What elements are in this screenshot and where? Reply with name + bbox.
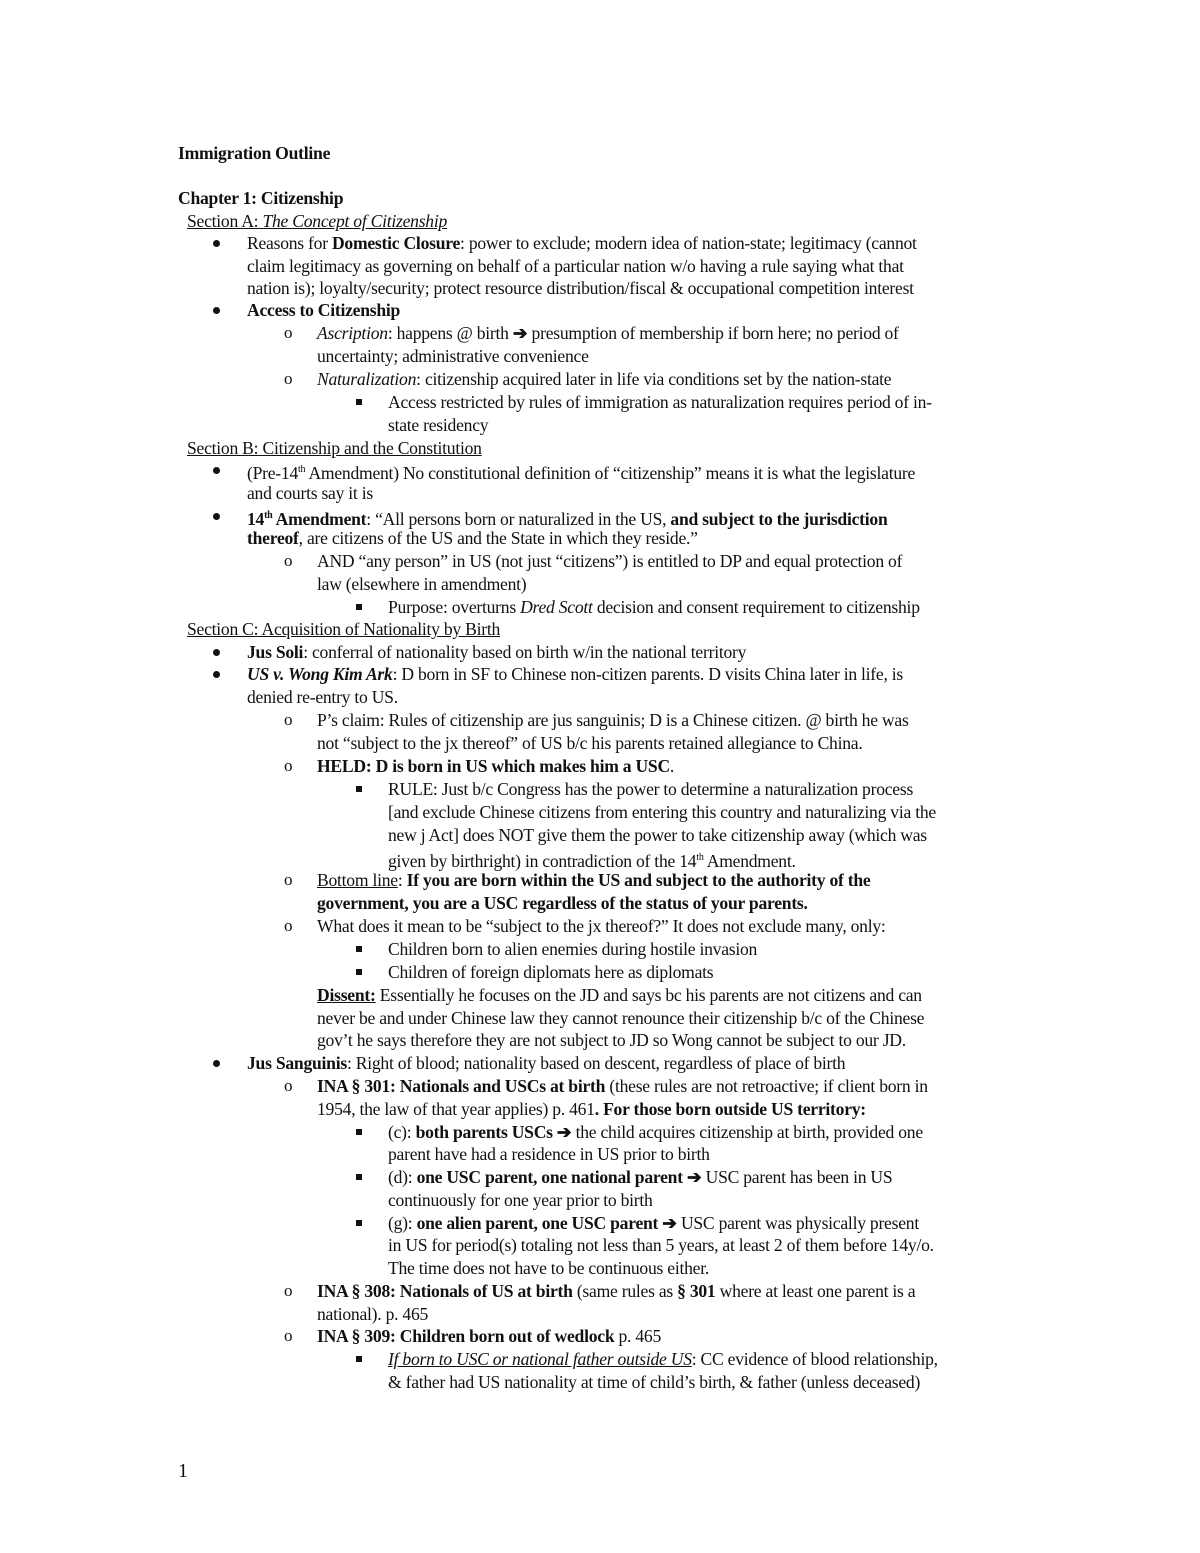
circle-bullet-icon: o <box>284 1076 293 1095</box>
sub-c-line-2: parent have had a residence in US prior to birth <box>388 1144 710 1164</box>
sub-d-line-2: continuously for one year prior to birth <box>388 1190 653 1210</box>
circle-bullet-icon: o <box>284 369 293 388</box>
pre-14th-line-1: (Pre-14th Amendment) No constitutional definition of “citizenship” means it is what the legislature <box>247 462 916 483</box>
purpose-line: Purpose: overturns Dred Scott decision and consent requirement to citizenship <box>388 597 920 617</box>
circle-bullet-icon: o <box>284 551 293 570</box>
dissent-line-1: Dissent: Essentially he focuses on the JD and says bc his parents are not citizens and can <box>317 985 922 1005</box>
circle-bullet-icon: o <box>284 323 293 342</box>
rule-line-3: new j Act] does NOT give them the power to take citizenship away (which was <box>388 825 927 845</box>
circle-bullet-icon: o <box>284 916 293 935</box>
sub-g-line-3: The time does not have to be continuous either. <box>388 1258 709 1278</box>
circle-bullet-icon: o <box>284 756 293 775</box>
bottom-line-1: Bottom line: If you are born within the US and subject to the authority of the <box>317 870 871 890</box>
born-to-usc-father-line-2: & father had US nationality at time of child’s birth, & father (unless deceased) <box>388 1372 921 1392</box>
circle-bullet-icon: o <box>284 1326 293 1345</box>
square-bullet-icon <box>356 1356 362 1362</box>
any-person-line-2: law (elsewhere in amendment) <box>317 574 527 594</box>
section-b-heading: Section B: Citizenship and the Constitution <box>187 438 482 458</box>
rule-line-1: RULE: Just b/c Congress has the power to determine a naturalization process <box>388 779 914 799</box>
14th-amendment-line-2: thereof, are citizens of the US and the State in which they reside.” <box>247 528 698 548</box>
page-number: 1 <box>178 1460 188 1482</box>
right-arrow-icon: ➔ <box>662 1213 677 1233</box>
circle-bullet-icon: o <box>284 870 293 889</box>
ina-301-line-1: INA § 301: Nationals and USCs at birth (these rules are not retroactive; if client born in <box>317 1076 928 1096</box>
rule-line-2: [and exclude Chinese citizens from entering this country and naturalizing via the <box>388 802 936 822</box>
sub-g-line-2: in US for period(s) totaling not less than 5 years, at least 2 of them before 14y/o. <box>388 1235 934 1255</box>
held-line: HELD: D is born in US which makes him a USC. <box>317 756 675 776</box>
bullet-disc-icon <box>213 1060 220 1067</box>
sub-g-line-1: (g): one alien parent, one USC parent ➔ USC parent was physically present <box>388 1213 919 1233</box>
bullet-disc-icon <box>213 307 220 314</box>
diplomats-line: Children of foreign diplomats here as diplomats <box>388 962 714 982</box>
jus-sanguinis-line: Jus Sanguinis: Right of blood; nationality based on descent, regardless of place of birth <box>247 1053 846 1073</box>
square-bullet-icon <box>356 1220 362 1226</box>
sub-c-line-1: (c): both parents USCs ➔ the child acquires citizenship at birth, provided one <box>388 1122 923 1142</box>
p-claim-line-1: P’s claim: Rules of citizenship are jus sanguinis; D is a Chinese citizen. @ birth he was <box>317 710 909 730</box>
ina-309-line: INA § 309: Children born out of wedlock p. 465 <box>317 1326 661 1346</box>
bullet-disc-icon <box>213 240 220 247</box>
bullet-disc-icon <box>213 671 220 678</box>
dissent-line-2: never be and under Chinese law they cannot renounce their citizenship b/c of the Chinese <box>317 1008 925 1028</box>
dissent-line-3: gov’t he says therefore they are not subject to JD so Wong cannot be subject to our JD. <box>317 1030 906 1050</box>
14th-amendment-line-1: 14th Amendment: “All persons born or naturalized in the US, and subject to the jurisdiction <box>247 508 888 529</box>
born-to-usc-father-line-1: If born to USC or national father outside US: CC evidence of blood relationship, <box>388 1349 938 1369</box>
bottom-line-2: government, you are a USC regardless of the status of your parents. <box>317 893 808 913</box>
ina-308-line-2: national). p. 465 <box>317 1304 429 1324</box>
wong-kim-ark-line-1: US v. Wong Kim Ark: D born in SF to Chinese non-citizen parents. D visits China later in life, is <box>247 664 904 684</box>
document-title: Immigration Outline <box>178 143 331 163</box>
bullet-disc-icon <box>213 467 220 474</box>
access-to-citizenship: Access to Citizenship <box>247 300 401 320</box>
jx-meaning-line: What does it mean to be “subject to the jx thereof?” It does not exclude many, only: <box>317 916 886 936</box>
naturalization-line: Naturalization: citizenship acquired later in life via conditions set by the nation-state <box>317 369 892 389</box>
access-restricted-line-1: Access restricted by rules of immigration as naturalization requires period of in- <box>388 392 932 412</box>
rule-line-4: given by birthright) in contradiction of the 14th Amendment. <box>388 850 796 871</box>
square-bullet-icon <box>356 399 362 405</box>
section-a-heading: Section A: The Concept of Citizenship <box>187 211 448 231</box>
square-bullet-icon <box>356 786 362 792</box>
bullet-disc-icon <box>213 513 220 520</box>
ascription-line-2: uncertainty; administrative convenience <box>317 346 589 366</box>
sub-d-line-1: (d): one USC parent, one national parent ➔ USC parent has been in US <box>388 1167 893 1187</box>
right-arrow-icon: ➔ <box>556 1122 572 1142</box>
access-restricted-line-2: state residency <box>388 415 489 435</box>
chapter-heading: Chapter 1: Citizenship <box>178 188 344 208</box>
jus-soli-line: Jus Soli: conferral of nationality based on birth w/in the national territory <box>247 642 747 662</box>
wong-kim-ark-line-2: denied re-entry to US. <box>247 687 398 707</box>
ina-301-line-2: 1954, the law of that year applies) p. 461. For those born outside US territory: <box>317 1099 866 1119</box>
section-c-heading: Section C: Acquisition of Nationality by Birth <box>187 619 501 639</box>
square-bullet-icon <box>356 969 362 975</box>
bullet-disc-icon <box>213 649 220 656</box>
ina-308-line-1: INA § 308: Nationals of US at birth (same rules as § 301 where at least one parent is a <box>317 1281 916 1301</box>
closure-reasons-line-2: claim legitimacy as governing on behalf of a particular nation w/o having a rule saying what that <box>247 256 904 276</box>
square-bullet-icon <box>356 604 362 610</box>
closure-reasons-line-1: Reasons for Domestic Closure: power to exclude; modern idea of nation-state; legitimacy (cannot <box>247 233 917 253</box>
any-person-line-1: AND “any person” in US (not just “citizens”) is entitled to DP and equal protection of <box>317 551 903 571</box>
alien-enemies-line: Children born to alien enemies during hostile invasion <box>388 939 758 959</box>
square-bullet-icon <box>356 1174 362 1180</box>
closure-reasons-line-3: nation is); loyalty/security; protect resource distribution/fiscal & occupational competition interest <box>247 278 914 298</box>
circle-bullet-icon: o <box>284 1281 293 1300</box>
right-arrow-icon: ➔ <box>686 1167 702 1187</box>
right-arrow-icon: ➔ <box>512 323 528 343</box>
p-claim-line-2: not “subject to the jx thereof” of US b/c his parents retained allegiance to China. <box>317 733 863 753</box>
ascription-line-1: Ascription: happens @ birth ➔ presumption of membership if born here; no period of <box>317 323 899 343</box>
square-bullet-icon <box>356 946 362 952</box>
square-bullet-icon <box>356 1129 362 1135</box>
pre-14th-line-2: and courts say it is <box>247 483 373 503</box>
circle-bullet-icon: o <box>284 710 293 729</box>
